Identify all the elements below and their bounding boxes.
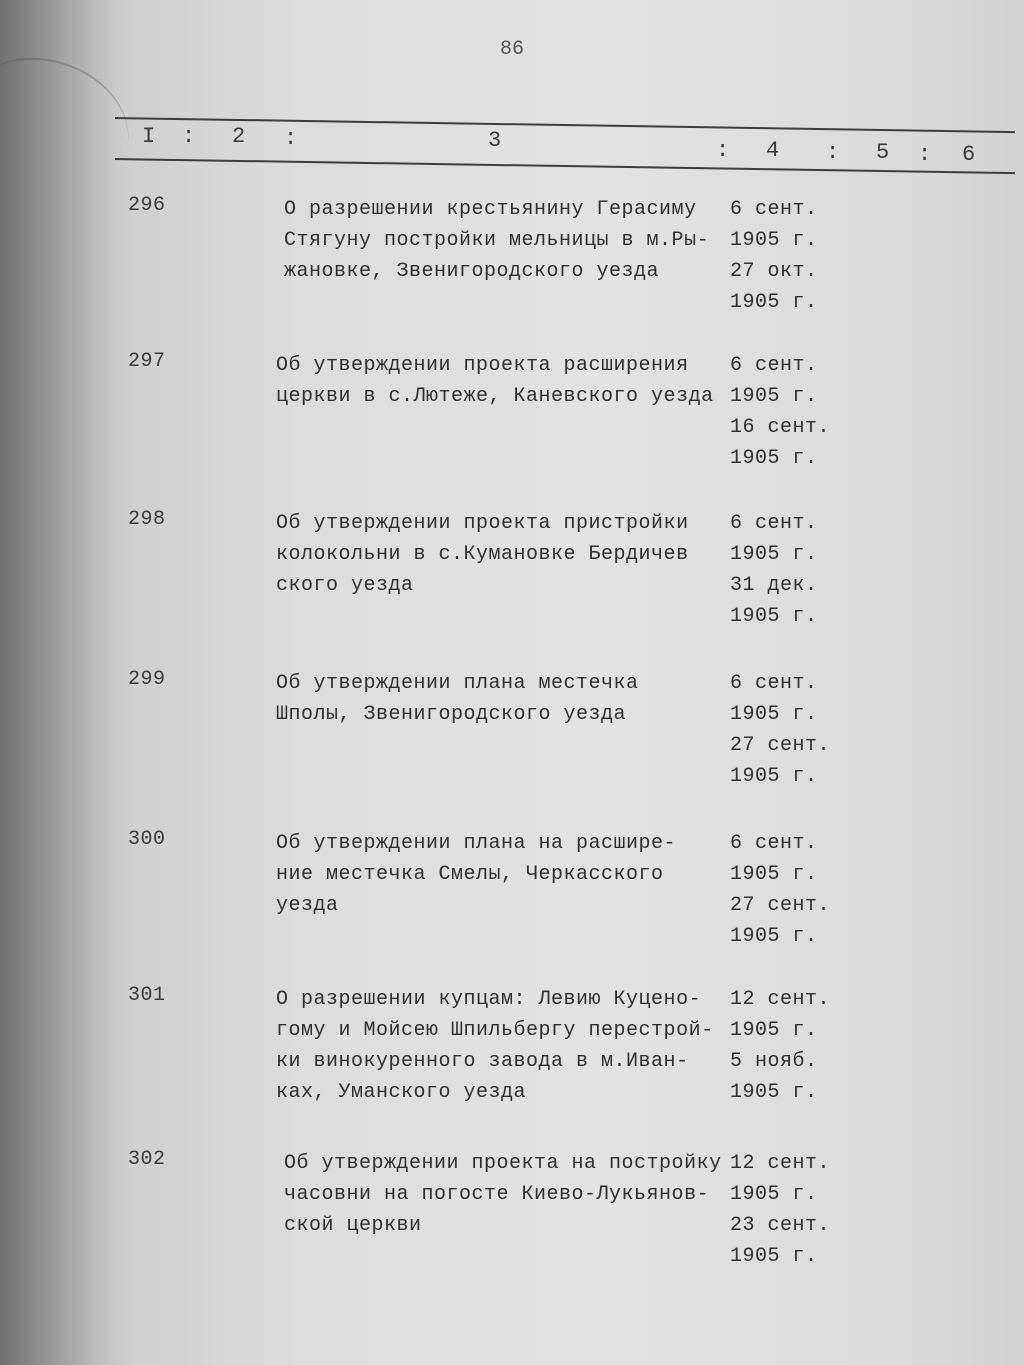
column-separator: : <box>716 138 730 163</box>
description-line: О разрешении крестьянину Герасиму <box>284 198 697 221</box>
column-header-2: 2 <box>232 124 246 149</box>
date-line: 6 сент. <box>730 354 818 377</box>
entry-number: 301 <box>128 984 166 1007</box>
entry-number: 302 <box>128 1148 166 1171</box>
description-line: ского уезда <box>276 574 414 597</box>
date-line: 5 нояб. <box>730 1050 818 1073</box>
column-separator: : <box>284 126 298 151</box>
entry-dates <box>730 194 860 318</box>
entry-dates <box>730 828 860 952</box>
description-line: церкви в с.Лютеже, Каневского уезда <box>276 385 714 408</box>
date-line: 1905 г. <box>730 291 818 314</box>
column-header-6: 6 <box>962 142 976 167</box>
entry-dates <box>730 350 860 474</box>
description-line: Об утверждении проекта на постройку <box>284 1152 722 1175</box>
description-line: ской церкви <box>284 1214 422 1237</box>
date-line: 1905 г. <box>730 863 818 886</box>
column-separator: : <box>826 140 840 165</box>
date-line: 6 сент. <box>730 832 818 855</box>
date-line: 16 сент. <box>730 416 831 439</box>
description-line: ках, Уманского уезда <box>276 1081 527 1104</box>
date-line: 6 сент. <box>730 672 818 695</box>
entry-dates <box>730 984 860 1108</box>
entry-number: 297 <box>128 350 166 373</box>
entry-dates <box>730 668 860 792</box>
description-line: ки винокуренного завода в м.Иван- <box>276 1050 689 1073</box>
description-line: Об утверждении плана на расшире- <box>276 832 677 855</box>
date-line: 12 сент. <box>730 1152 831 1175</box>
description-line: жановке, Звенигородского уезда <box>284 260 660 283</box>
entry-number: 298 <box>128 508 166 531</box>
description-line: гому и Мойсею Шпильбергу перестрой- <box>276 1019 714 1042</box>
date-line: 31 дек. <box>730 574 818 597</box>
table-header <box>0 0 1024 200</box>
entry-number: 299 <box>128 668 166 691</box>
column-header-4: 4 <box>766 138 780 163</box>
entry-description <box>276 350 736 412</box>
entry-number: 296 <box>128 194 166 217</box>
date-line: 1905 г. <box>730 703 818 726</box>
date-line: 1905 г. <box>730 1183 818 1206</box>
column-header-1: I <box>142 124 156 149</box>
date-line: 1905 г. <box>730 765 818 788</box>
column-header-5: 5 <box>876 140 890 165</box>
description-line: Стягуну постройки мельницы в м.Ры- <box>284 229 710 252</box>
description-line: Об утверждении проекта пристройки <box>276 512 689 535</box>
page-number: 86 <box>500 38 525 61</box>
date-line: 23 сент. <box>730 1214 831 1237</box>
date-line: 6 сент. <box>730 512 818 535</box>
entry-description <box>284 194 744 287</box>
entry-dates <box>730 1148 860 1272</box>
date-line: 1905 г. <box>730 447 818 470</box>
description-line: часовни на погосте Киево-Лукьянов- <box>284 1183 710 1206</box>
date-line: 1905 г. <box>730 1245 818 1268</box>
entry-dates <box>730 508 860 632</box>
date-line: 1905 г. <box>730 1019 818 1042</box>
entry-description <box>276 668 736 730</box>
column-separator: : <box>182 124 196 149</box>
entry-description <box>284 1148 744 1241</box>
entry-description <box>276 508 736 601</box>
description-line: Об утверждении плана местечка <box>276 672 639 695</box>
description-line: колокольни в с.Кумановке Бердичев <box>276 543 689 566</box>
date-line: 1905 г. <box>730 925 818 948</box>
description-line: Об утверждении проекта расширения <box>276 354 689 377</box>
column-header-3: 3 <box>488 128 502 153</box>
date-line: 1905 г. <box>730 385 818 408</box>
entry-description <box>276 828 736 921</box>
date-line: 27 сент. <box>730 734 831 757</box>
entry-number: 300 <box>128 828 166 851</box>
column-separator: : <box>918 142 932 167</box>
date-line: 6 сент. <box>730 198 818 221</box>
date-line: 1905 г. <box>730 229 818 252</box>
description-line: ние местечка Смелы, Черкасского <box>276 863 664 886</box>
date-line: 12 сент. <box>730 988 831 1011</box>
description-line: Шполы, Звенигородского уезда <box>276 703 627 726</box>
description-line: уезда <box>276 894 339 917</box>
date-line: 1905 г. <box>730 1081 818 1104</box>
entry-description <box>276 984 736 1108</box>
date-line: 27 сент. <box>730 894 831 917</box>
description-line: О разрешении купцам: Левию Куцено- <box>276 988 702 1011</box>
date-line: 27 окт. <box>730 260 818 283</box>
date-line: 1905 г. <box>730 605 818 628</box>
date-line: 1905 г. <box>730 543 818 566</box>
